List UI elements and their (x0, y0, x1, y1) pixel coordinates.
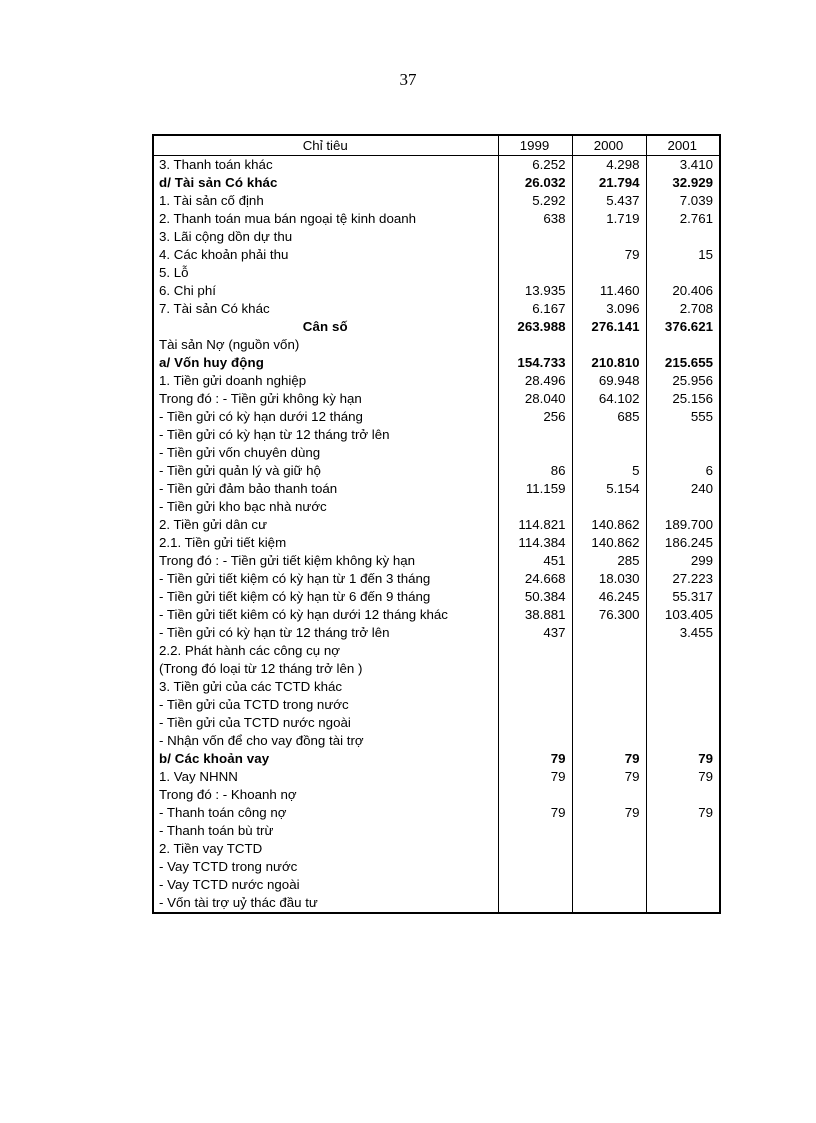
row-label: - Vay TCTD trong nước (153, 858, 498, 876)
value-2001: 186.245 (646, 534, 720, 552)
row-label: 2. Thanh toán mua bán ngoại tệ kinh doanh (153, 210, 498, 228)
row-label: 2.1. Tiền gửi tiết kiệm (153, 534, 498, 552)
table-row (153, 390, 720, 408)
value-1999 (498, 696, 572, 714)
value-2000: 685 (572, 408, 646, 426)
value-2000: 5.437 (572, 192, 646, 210)
value-2000: 79 (572, 750, 646, 768)
table-row (153, 318, 720, 336)
value-2000 (572, 876, 646, 894)
value-2000 (572, 660, 646, 678)
header-indicator: Chỉ tiêu (153, 135, 498, 156)
value-2001: 2.708 (646, 300, 720, 318)
table-row (153, 714, 720, 732)
row-label: - Vay TCTD nước ngoài (153, 876, 498, 894)
value-2000 (572, 786, 646, 804)
table-row (153, 786, 720, 804)
value-1999: 86 (498, 462, 572, 480)
value-2000 (572, 642, 646, 660)
value-1999: 11.159 (498, 480, 572, 498)
value-1999: 6.252 (498, 156, 572, 175)
table-row (153, 534, 720, 552)
row-label: - Tiền gửi có kỳ hạn từ 12 tháng trở lên (153, 426, 498, 444)
value-2000 (572, 264, 646, 282)
row-label: - Tiền gửi của TCTD nước ngoài (153, 714, 498, 732)
value-2001 (646, 678, 720, 696)
value-2000 (572, 894, 646, 913)
value-2001 (646, 876, 720, 894)
row-label: 2. Tiền vay TCTD (153, 840, 498, 858)
table-row (153, 678, 720, 696)
table-row (153, 516, 720, 534)
value-2001: 3.455 (646, 624, 720, 642)
value-2000 (572, 624, 646, 642)
value-2000 (572, 336, 646, 354)
value-1999 (498, 876, 572, 894)
table-row (153, 498, 720, 516)
value-1999 (498, 894, 572, 913)
value-2000 (572, 426, 646, 444)
row-label: - Tiền gửi kho bạc nhà nước (153, 498, 498, 516)
table-row (153, 588, 720, 606)
value-1999 (498, 678, 572, 696)
value-1999 (498, 786, 572, 804)
row-label: - Tiền gửi tiết kiệm có kỳ hạn từ 1 đến 3 tháng (153, 570, 498, 588)
table-row (153, 300, 720, 318)
value-2001 (646, 264, 720, 282)
table-row (153, 642, 720, 660)
value-1999 (498, 660, 572, 678)
value-2001 (646, 714, 720, 732)
value-1999 (498, 714, 572, 732)
value-1999 (498, 732, 572, 750)
value-2001: 32.929 (646, 174, 720, 192)
value-1999: 263.988 (498, 318, 572, 336)
value-2000 (572, 678, 646, 696)
value-2000 (572, 822, 646, 840)
value-2001: 20.406 (646, 282, 720, 300)
value-2000: 21.794 (572, 174, 646, 192)
value-1999: 638 (498, 210, 572, 228)
table-header-row (153, 135, 720, 156)
value-2001 (646, 336, 720, 354)
row-label: 2. Tiền gửi dân cư (153, 516, 498, 534)
value-1999 (498, 264, 572, 282)
value-2001 (646, 696, 720, 714)
table-row (153, 894, 720, 913)
row-label: - Tiền gửi tiết kiêm có kỳ hạn dưới 12 tháng khác (153, 606, 498, 624)
table-row (153, 750, 720, 768)
value-2001: 7.039 (646, 192, 720, 210)
value-2000: 76.300 (572, 606, 646, 624)
value-2000 (572, 840, 646, 858)
table-row (153, 822, 720, 840)
value-2001: 25.956 (646, 372, 720, 390)
value-2001: 79 (646, 768, 720, 786)
table-body (153, 156, 720, 914)
value-1999: 28.496 (498, 372, 572, 390)
value-2000 (572, 498, 646, 516)
table-row (153, 444, 720, 462)
value-2000: 285 (572, 552, 646, 570)
row-label: 3. Lãi cộng dồn dự thu (153, 228, 498, 246)
value-2001: 6 (646, 462, 720, 480)
value-1999: 437 (498, 624, 572, 642)
value-2001 (646, 444, 720, 462)
table-row (153, 408, 720, 426)
table-row (153, 570, 720, 588)
table-row (153, 354, 720, 372)
row-label: - Thanh toán bù trừ (153, 822, 498, 840)
value-1999 (498, 498, 572, 516)
value-2001: 299 (646, 552, 720, 570)
value-2001 (646, 426, 720, 444)
table-row (153, 876, 720, 894)
value-2000: 3.096 (572, 300, 646, 318)
value-1999: 79 (498, 804, 572, 822)
value-1999: 13.935 (498, 282, 572, 300)
row-label: 2.2. Phát hành các công cụ nợ (153, 642, 498, 660)
row-label: - Tiền gửi có kỳ hạn dưới 12 tháng (153, 408, 498, 426)
table-row (153, 210, 720, 228)
table-row (153, 768, 720, 786)
value-2001 (646, 822, 720, 840)
row-label: - Tiền gửi quản lý và giữ hộ (153, 462, 498, 480)
value-1999 (498, 246, 572, 264)
value-2000: 79 (572, 768, 646, 786)
financial-table (152, 134, 721, 914)
value-2000: 140.862 (572, 534, 646, 552)
table-row (153, 660, 720, 678)
value-1999: 114.821 (498, 516, 572, 534)
header-year-2000: 2000 (572, 135, 646, 156)
row-label: 3. Thanh toán khác (153, 156, 498, 175)
value-2001 (646, 228, 720, 246)
value-1999 (498, 822, 572, 840)
value-1999: 26.032 (498, 174, 572, 192)
row-label: - Tiền gửi đảm bảo thanh toán (153, 480, 498, 498)
value-1999: 154.733 (498, 354, 572, 372)
table-row (153, 552, 720, 570)
value-2001 (646, 660, 720, 678)
value-2001: 25.156 (646, 390, 720, 408)
value-1999: 5.292 (498, 192, 572, 210)
table-row (153, 804, 720, 822)
table-row (153, 372, 720, 390)
table-row (153, 228, 720, 246)
value-1999 (498, 336, 572, 354)
header-year-2001: 2001 (646, 135, 720, 156)
table-row (153, 282, 720, 300)
value-2001: 3.410 (646, 156, 720, 175)
value-2000: 11.460 (572, 282, 646, 300)
row-label: Trong đó : - Khoanh nợ (153, 786, 498, 804)
value-2001: 555 (646, 408, 720, 426)
row-label: a/ Vốn huy động (153, 354, 498, 372)
row-label: 7. Tài sản Có khác (153, 300, 498, 318)
row-label: d/ Tài sản Có khác (153, 174, 498, 192)
row-label: 4. Các khoản phải thu (153, 246, 498, 264)
value-2000: 210.810 (572, 354, 646, 372)
table-row (153, 462, 720, 480)
row-label: b/ Các khoản vay (153, 750, 498, 768)
value-2000: 5.154 (572, 480, 646, 498)
row-label: - Thanh toán công nợ (153, 804, 498, 822)
table-row (153, 732, 720, 750)
value-1999 (498, 840, 572, 858)
value-2001 (646, 642, 720, 660)
row-label: 6. Chi phí (153, 282, 498, 300)
table-row (153, 174, 720, 192)
row-label: Trong đó : - Tiền gửi tiết kiệm không kỳ hạn (153, 552, 498, 570)
value-2001 (646, 858, 720, 876)
value-2001: 27.223 (646, 570, 720, 588)
row-label: - Tiền gửi vốn chuyên dùng (153, 444, 498, 462)
value-2000 (572, 732, 646, 750)
value-2000: 276.141 (572, 318, 646, 336)
value-2000: 5 (572, 462, 646, 480)
value-1999: 79 (498, 750, 572, 768)
value-2000: 64.102 (572, 390, 646, 408)
value-1999: 256 (498, 408, 572, 426)
page-number: 37 (399, 70, 417, 89)
row-label: 1. Tài sản cố định (153, 192, 498, 210)
row-label: Tài sản Nợ (nguồn vốn) (153, 336, 498, 354)
row-label: - Tiền gửi tiết kiệm có kỳ hạn từ 6 đến 9 tháng (153, 588, 498, 606)
row-label: - Tiền gửi có kỳ hạn từ 12 tháng trở lên (153, 624, 498, 642)
table-row (153, 858, 720, 876)
row-label: 5. Lỗ (153, 264, 498, 282)
row-label: Trong đó : - Tiền gửi không kỳ hạn (153, 390, 498, 408)
value-2000: 140.862 (572, 516, 646, 534)
row-label: (Trong đó loại từ 12 tháng trở lên ) (153, 660, 498, 678)
value-1999 (498, 642, 572, 660)
value-2000: 79 (572, 804, 646, 822)
header-year-1999: 1999 (498, 135, 572, 156)
table-row (153, 246, 720, 264)
row-label: - Nhận vốn để cho vay đồng tài trợ (153, 732, 498, 750)
value-2001 (646, 840, 720, 858)
value-1999: 24.668 (498, 570, 572, 588)
value-1999: 50.384 (498, 588, 572, 606)
row-label: 1. Vay NHNN (153, 768, 498, 786)
table-row (153, 192, 720, 210)
value-2001 (646, 498, 720, 516)
value-1999: 114.384 (498, 534, 572, 552)
row-label: 1. Tiền gửi doanh nghiệp (153, 372, 498, 390)
value-2001: 215.655 (646, 354, 720, 372)
table-row (153, 156, 720, 175)
value-2000 (572, 228, 646, 246)
value-2001 (646, 786, 720, 804)
value-2001: 79 (646, 804, 720, 822)
value-2000 (572, 858, 646, 876)
table-row (153, 840, 720, 858)
row-label: Cân số (153, 318, 498, 336)
value-1999 (498, 426, 572, 444)
value-1999: 28.040 (498, 390, 572, 408)
value-2000 (572, 714, 646, 732)
value-2000: 69.948 (572, 372, 646, 390)
row-label: 3. Tiền gửi của các TCTD khác (153, 678, 498, 696)
value-1999: 6.167 (498, 300, 572, 318)
value-1999 (498, 858, 572, 876)
value-2001 (646, 894, 720, 913)
value-2001: 2.761 (646, 210, 720, 228)
value-2000: 18.030 (572, 570, 646, 588)
value-2000 (572, 444, 646, 462)
table-row (153, 624, 720, 642)
value-2001: 55.317 (646, 588, 720, 606)
value-1999 (498, 228, 572, 246)
value-2001: 79 (646, 750, 720, 768)
value-2000: 79 (572, 246, 646, 264)
value-2000: 1.719 (572, 210, 646, 228)
table-row (153, 336, 720, 354)
value-2000 (572, 696, 646, 714)
value-2001: 15 (646, 246, 720, 264)
value-1999: 79 (498, 768, 572, 786)
table-row (153, 264, 720, 282)
value-1999: 451 (498, 552, 572, 570)
value-1999: 38.881 (498, 606, 572, 624)
table-row (153, 606, 720, 624)
value-2000: 4.298 (572, 156, 646, 175)
value-2001 (646, 732, 720, 750)
value-2001: 189.700 (646, 516, 720, 534)
value-1999 (498, 444, 572, 462)
table-row (153, 480, 720, 498)
value-2000: 46.245 (572, 588, 646, 606)
value-2001: 376.621 (646, 318, 720, 336)
value-2001: 103.405 (646, 606, 720, 624)
value-2001: 240 (646, 480, 720, 498)
row-label: - Vốn tài trợ uỷ thác đầu tư (153, 894, 498, 913)
table-row (153, 696, 720, 714)
row-label: - Tiền gửi của TCTD trong nước (153, 696, 498, 714)
table-row (153, 426, 720, 444)
